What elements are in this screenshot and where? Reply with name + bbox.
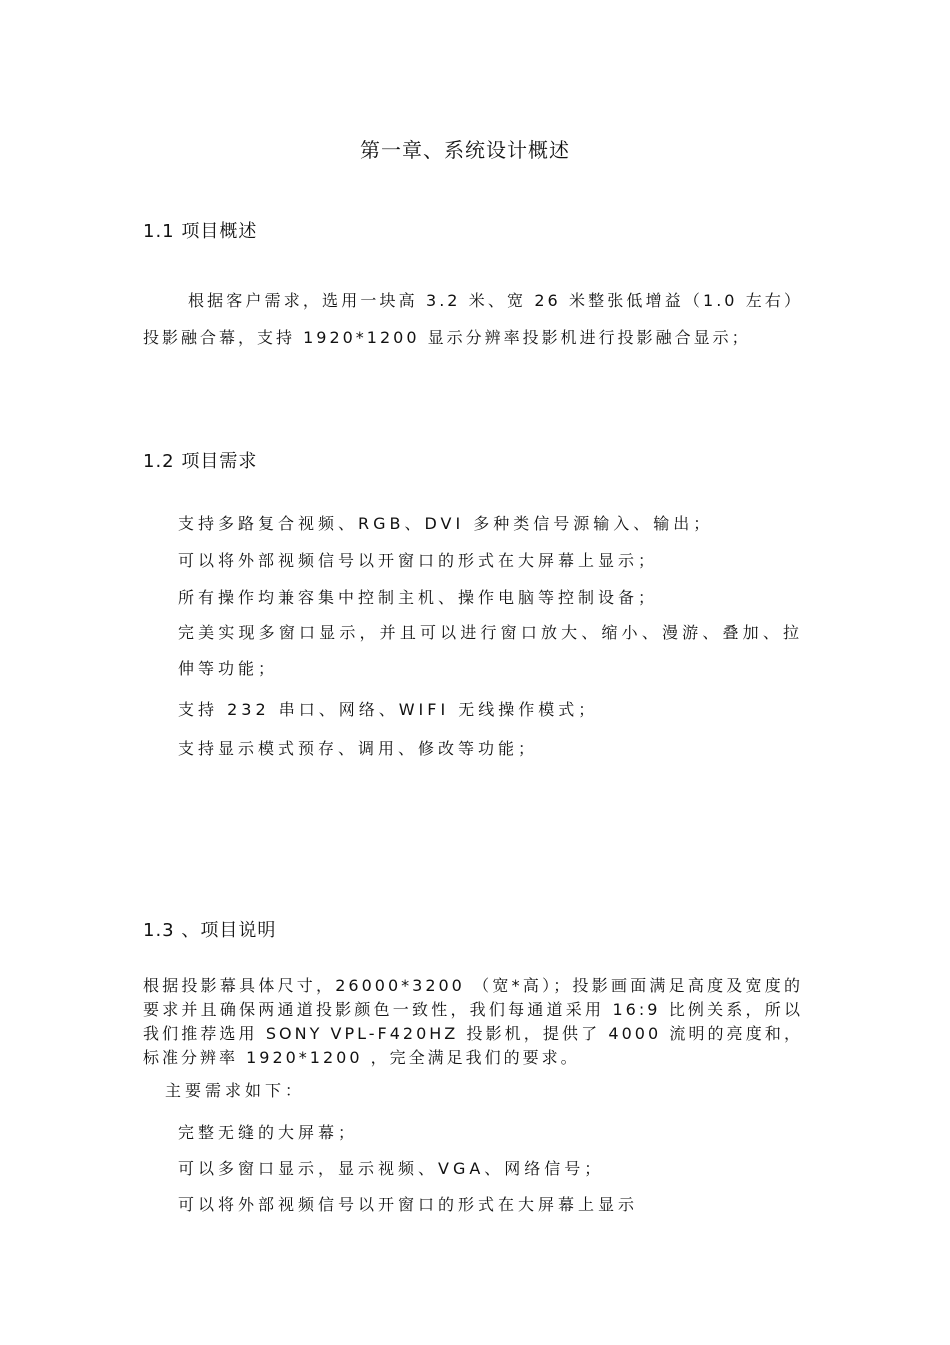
main-requirements-subheading: 主要需求如下： xyxy=(165,1081,306,1100)
section-heading-1-2: 1.2 项目需求 xyxy=(143,451,258,472)
requirement-item-5: 支持 232 串口、网络、WIFI 无线操作模式； xyxy=(178,700,599,719)
main-requirement-item-1: 完整无缝的大屏幕； xyxy=(178,1123,359,1142)
requirement-item-1: 支持多路复合视频、RGB、DVI 多种类信号源输入、输出； xyxy=(178,514,714,533)
requirement-item-2: 可以将外部视频信号以开窗口的形式在大屏幕上显示； xyxy=(178,551,659,570)
requirement-item-6: 支持显示模式预存、调用、修改等功能； xyxy=(178,739,539,758)
section-heading-1-3: 1.3 、项目说明 xyxy=(143,920,277,941)
main-requirement-item-2: 可以多窗口显示，显示视频、VGA、网络信号； xyxy=(178,1159,605,1178)
main-requirement-item-3: 可以将外部视频信号以开窗口的形式在大屏幕上显示 xyxy=(178,1195,639,1214)
section-heading-1-1: 1.1 项目概述 xyxy=(143,221,258,242)
requirement-item-4: 完美实现多窗口显示，并且可以进行窗口放大、缩小、漫游、叠加、拉伸等功能； xyxy=(178,623,803,678)
requirement-item-3: 所有操作均兼容集中控制主机、操作电脑等控制设备； xyxy=(178,588,659,607)
section-1-1-paragraph: 根据客户需求，选用一块高 3.2 米、宽 26 米整张低增益（1.0 左右）投影融合幕，支持 1920*1200 显示分辨率投影机进行投影融合显示； xyxy=(143,291,803,347)
chapter-title: 第一章、系统设计概述 xyxy=(360,138,570,162)
section-1-3-paragraph: 根据投影幕具体尺寸，26000*3200 （宽*高）；投影画面满足高度及宽度的要求并且确保两通道投影颜色一致性，我们每通道采用 16:9 比例关系，所以我们推荐选用 SONY VPL-F420HZ 投影机，提供了 4000 流明的亮度和，标准分辨率 1920*1200 ，完全满足我们的要求。 xyxy=(143,976,803,1067)
